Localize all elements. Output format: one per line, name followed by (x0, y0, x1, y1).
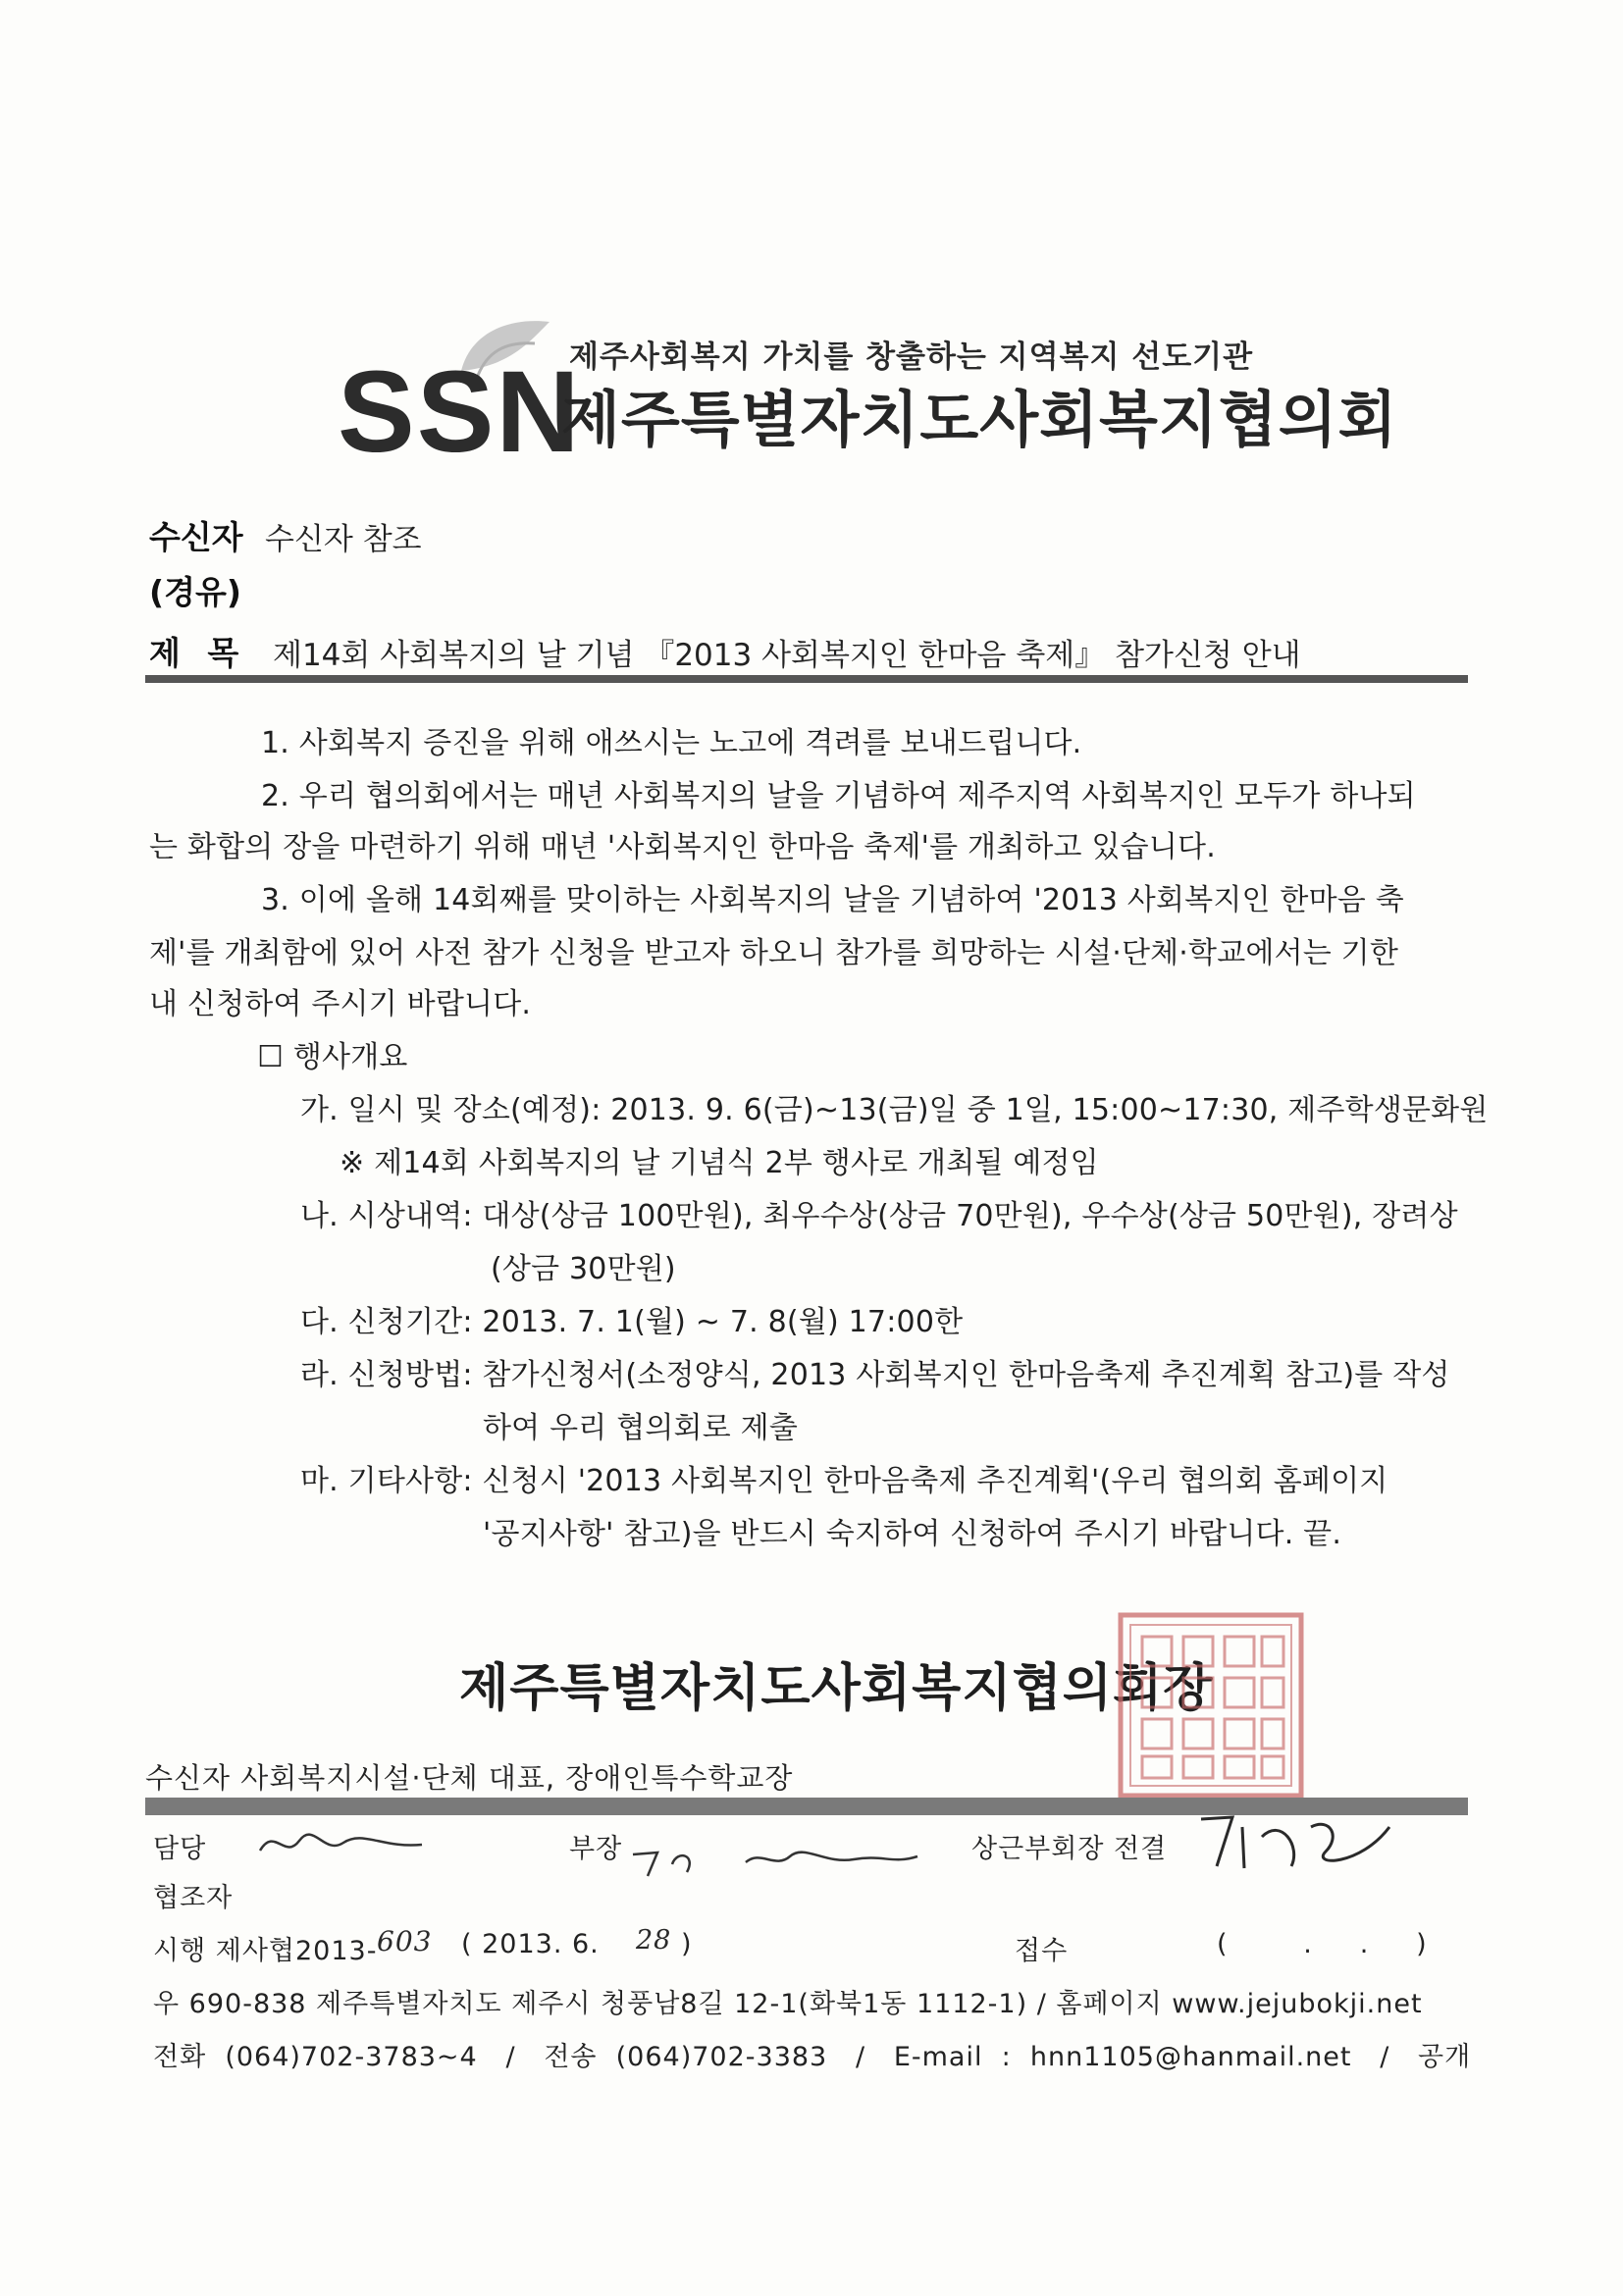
paragraph-3-line-3: 내 신청하여 주시기 바랍니다. (149, 987, 532, 1021)
enforcement-number: 시행 제사협2013- (153, 1936, 378, 1966)
item-ga-note: ※ 제14회 사회복지의 날 기념식 2부 행사로 개최될 예정임 (340, 1146, 1099, 1180)
cooperator-label: 협조자 (153, 1883, 234, 1913)
enforcement-date: ( 2013. 6. (461, 1929, 600, 1959)
subject-label: 제 목 (149, 634, 247, 672)
recipient-label: 수신자 (149, 518, 243, 556)
approver-signature-icon (1193, 1807, 1399, 1878)
manager-signature-icon (628, 1835, 922, 1884)
official-seal-icon (1115, 1609, 1307, 1801)
item-na: 나. 시상내역: 대상(상금 100만원), 최우수상(상금 70만원), 우수상(상금 50만원), 장려상 (300, 1199, 1458, 1233)
enforcement-date-handwritten: 28 (636, 1925, 672, 1956)
staff-signature-icon (255, 1821, 432, 1864)
contact-line: 전화 (064)702-3783~4 / 전송 (064)702-3383 / E-mail : hnn1105@hanmail.net / 공개 (153, 2042, 1472, 2072)
ssn-logo: SSN (338, 347, 582, 477)
item-ma: 마. 기타사항: 신청시 '2013 사회복지인 한마음축제 추진계획'(우리 협의회 홈페이지 (300, 1464, 1388, 1498)
organization-title: 제주특별자치도사회복지협의회 (561, 384, 1398, 455)
slogan: 제주사회복지 가치를 창출하는 지역복지 선도기관 (569, 339, 1254, 375)
item-da: 다. 신청기간: 2013. 7. 1(월) ~ 7. 8(월) 17:00한 (300, 1305, 964, 1339)
address-line: 우 690-838 제주특별자치도 제주시 청풍남8길 12-1(화북1동 1112-1) / 홈페이지 www.jejubokji.net (153, 1989, 1423, 2019)
approver-label: 상근부회장 전결 (971, 1834, 1168, 1864)
staff-label: 담당 (153, 1834, 207, 1864)
paragraph-2-line-1: 2. 우리 협의회에서는 매년 사회복지의 날을 기념하여 제주지역 사회복지인 모두가 하나되 (261, 779, 1416, 813)
paragraph-3-line-1: 3. 이에 올해 14회째를 맞이하는 사회복지의 날을 기념하여 '2013 사회복지인 한마음 축 (261, 883, 1404, 917)
enforcement-date-close: ) (681, 1929, 693, 1959)
via-label: (경유) (149, 573, 241, 611)
recipients-list: 수신자 사회복지시설·단체 대표, 장애인특수학교장 (145, 1761, 794, 1795)
paragraph-3-line-2: 제'를 개최함에 있어 사전 참가 신청을 받고자 하오니 참가를 희망하는 시설·단체·학교에서는 기한 (149, 936, 1399, 970)
item-ga: 가. 일시 및 장소(예정): 2013. 9. 6(금)~13(금)일 중 1일, 15:00~17:30, 제주학생문화원 (300, 1093, 1489, 1127)
receipt-label: 접수 (1015, 1936, 1069, 1966)
item-ra: 라. 신청방법: 참가신청서(소정양식, 2013 사회복지인 한마음축제 추진계획 참고)를 작성 (300, 1358, 1450, 1392)
subject-divider (145, 675, 1468, 683)
enforcement-number-handwritten: 603 (377, 1925, 433, 1957)
paragraph-2-line-2: 는 화합의 장을 마련하기 위해 매년 '사회복지인 한마음 축제'를 개최하고 있습니다. (149, 830, 1216, 864)
association-head-title: 제주특별자치도사회복지협의회장 (459, 1659, 1214, 1718)
manager-label: 부장 (569, 1834, 623, 1864)
receipt-value: ( . . ) (1217, 1929, 1428, 1959)
subject-value: 제14회 사회복지의 날 기념 『2013 사회복지인 한마음 축제』 참가신청 안내 (273, 638, 1301, 673)
paragraph-1: 1. 사회복지 증진을 위해 애쓰시는 노고에 격려를 보내드립니다. (261, 726, 1082, 760)
recipient-value: 수신자 참조 (265, 522, 422, 557)
section-title: ☐ 행사개요 (257, 1040, 408, 1074)
item-na-continued: (상금 30만원) (491, 1252, 676, 1286)
item-ma-continued: '공지사항' 참고)을 반드시 숙지하여 신청하여 주시기 바랍니다. 끝. (483, 1517, 1342, 1551)
item-ra-continued: 하여 우리 협의회로 제출 (483, 1411, 799, 1445)
